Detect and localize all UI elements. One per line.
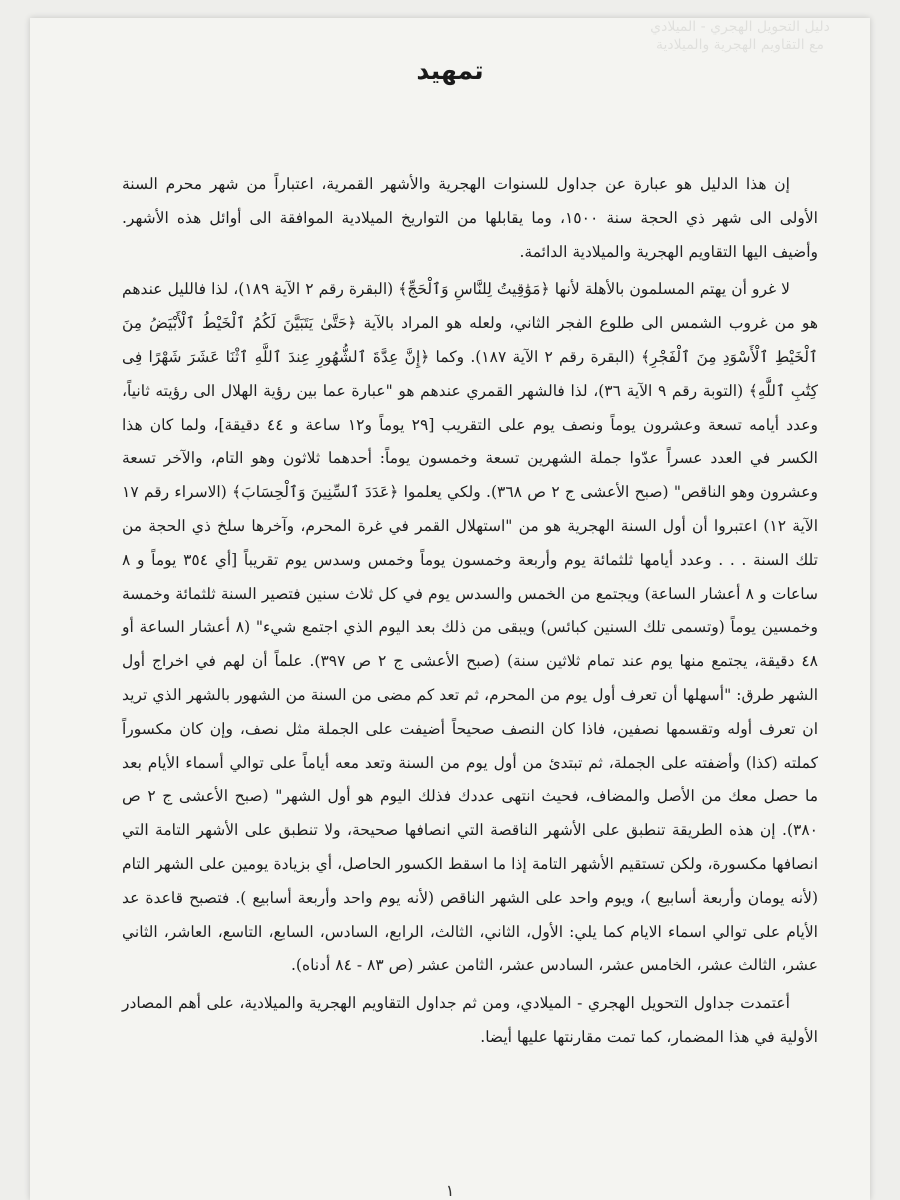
document-page bbox=[30, 18, 870, 1200]
page-title: تمهيد bbox=[416, 56, 484, 85]
page-number: ١ bbox=[445, 1181, 455, 1200]
body-text bbox=[122, 168, 818, 1059]
bleed-through-line-1: دليل التحويل الهجري - الميلادي bbox=[650, 19, 830, 35]
paragraph-intro: إن هذا الدليل هو عبارة عن جداول للسنوات الهجرية والأشهر القمرية، اعتباراً من شهر محرم السنة الأولى الى شهر ذي الحجة سنة ١٥٠٠، وما يقابلها من التواريخ الميلادية الموافقة الى أوائل هذه الأشهر. وأضيف اليها التقاويم الهجرية والميلادية الدائمة. bbox=[122, 175, 818, 261]
bleed-through-line-2: مع التقاويم الهجرية والميلادية bbox=[656, 37, 824, 53]
paragraph-main: لا غرو أن يهتم المسلمون بالأهلة لأنها ﴿مَوَٰقِيتُ لِلنَّاسِ وَٱلْحَجِّ﴾ (البقرة رقم ٢ الآية ١٨٩)، لذا فالليل عندهم هو من غروب الشمس الى طلوع الفجر الثاني، ولعله هو المراد بالآية ﴿حَتَّىٰ يَتَبَيَّنَ لَكُمُ ٱلْخَيْطُ ٱلْأَبْيَضُ مِنَ ٱلْخَيْطِ ٱلْأَسْوَدِ مِنَ ٱلْفَجْرِ﴾ (البقرة رقم ٢ الآية ١٨٧). وكما ﴿إِنَّ عِدَّةَ ٱلشُّهُورِ عِندَ ٱللَّهِ ٱثْنَا عَشَرَ شَهْرًا فِى كِتَٰبِ ٱللَّهِ﴾ (التوبة رقم ٩ الآية ٣٦)، لذا فالشهر القمري عندهم هو "عبارة عما بين رؤية الهلال الى رؤيته ثانياً، وعدد أيامه تسعة وعشرون يوماً ونصف يوم على التقريب [٢٩ يوماً و١٢ ساعة و ٤٤ دقيقة]، ولما كان هذا الكسر في العدد عسراً عدّوا جملة الشهرين تسعة وخمسون يوماً: أحدهما ثلاثون وهو التام، والآخر تسعة وعشرون وهو الناقص" (صبح الأعشى ج ٢ ص ٣٦٨). ولكي يعلموا ﴿عَدَدَ ٱلسِّنِينَ وَٱلْحِسَابَ﴾ (الاسراء رقم ١٧ الآية ١٢) اعتبروا أن أول السنة الهجرية هو من "استهلال القمر في غرة المحرم، وآخرها سلخ ذي الحجة من تلك السنة . . . وعدد أيامها ثلثمائة يوم وأربعة وخمسون يوماً وخمس وسدس يوم تقريباً [أي ٣٥٤ يوماً و ٨ ساعات و ٨ أعشار الساعة) ويجتمع من الخمس والسدس يوم في كل ثلاث سنين فتصير السنة ثلثمائة وخمسة وخمسين يوماً (وتسمى تلك السنين كبائس) ويبقى من ذلك بعد اليوم الذي اجتمع شيء" (٨ أعشار الساعة أو ٤٨ دقيقة، يجتمع منها يوم عند تمام ثلاثين سنة) (صبح الأعشى ج ٢ ص ٣٩٧). علماً أن لهم في اخراج أول الشهر طرق: "أسهلها أن تعرف أول يوم من المحرم، ثم تعد كم مضى من السنة من الشهور بالشهر الذي تريد ان تعرف أوله وتقسمها نصفين، فاذا كان النصف صحيحاً أضيفت على الجملة مثل نصف، وإن كان مكسوراً كملته (كذا) وأضفته على الجملة، ثم تبتدئ من أول يوم من السنة وتعد معه أياماً على توالي أسماء الأيام بعد ما حصل معك من الأصل والمضاف، فحيث انتهى عددك فذلك اليوم هو أول الشهر" (صبح الأعشى ج ٢ ص ٣٨٠). إن هذه الطريقة تنطبق على الأشهر الناقصة التي انصافها صحيحة، ولا تنطبق على الأشهر التامة التي انصافها مكسورة، ولكن تستقيم الأشهر التامة إذا ما اسقط الكسور الحاصل، أي بزيادة يومين على الشهر التام (لأنه يومان وأربعة أسابيع )، ويوم واحد على الشهر الناقص (لأنه يوم واحد وأربعة أسابيع ). فتصبح قاعدة عد الأيام على توالي اسماء الايام كما يلي: الأول، الثاني، الثالث، الرابع، السادس، السابع، التاسع، العاشر، الثاني عشر، الثالث عشر، الخامس عشر، السادس عشر، الثامن عشر (ص ٨٣ - ٨٤ أدناه). bbox=[122, 280, 819, 975]
paragraph-sources: أعتمدت جداول التحويل الهجري - الميلادي، ومن ثم جداول التقاويم الهجرية والميلادية، على أهم المصادر الأولية في هذا المضمار، كما تمت مقارنتها عليها أيضا. bbox=[122, 994, 818, 1046]
